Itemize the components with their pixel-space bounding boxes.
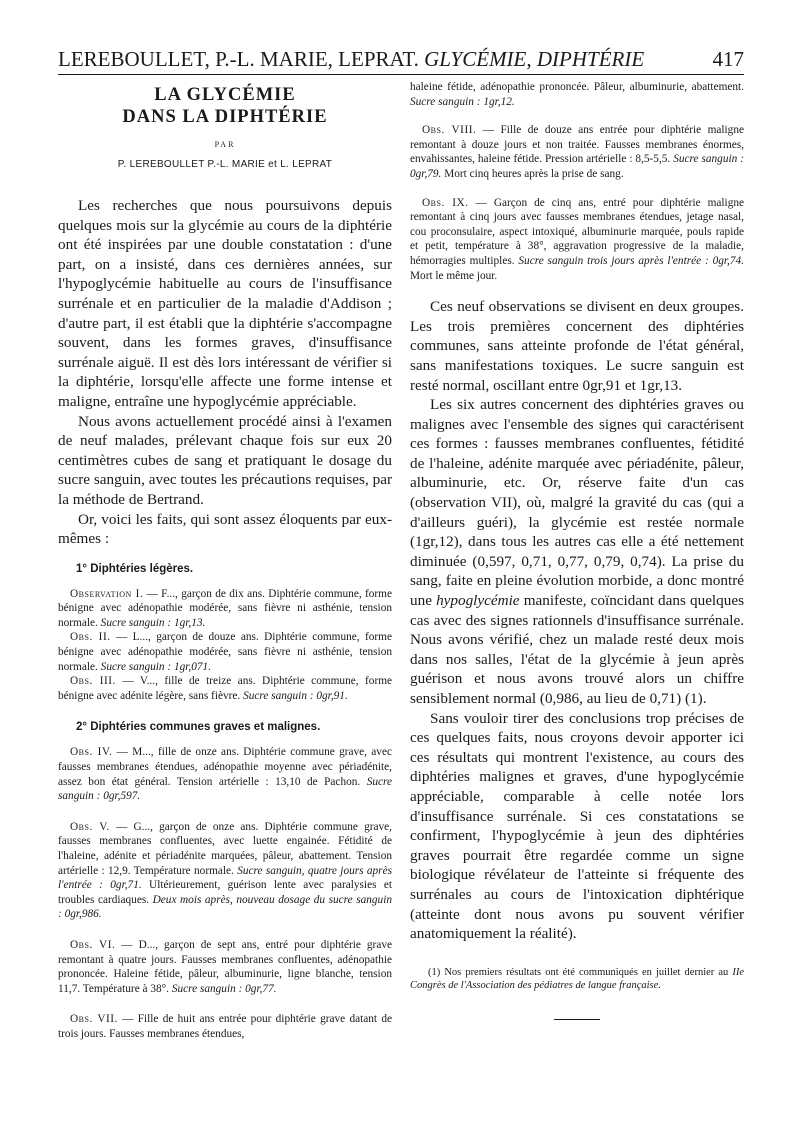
observation-2-label: Obs. II. [70,631,111,644]
observation-8-label: Obs. VIII. [422,124,477,137]
article-title-line-1: LA GLYCÉMIE [154,85,296,105]
observation-7-label: Obs. VII. [70,1013,118,1026]
observation-2-result: Sucre sanguin : 1gr,071. [100,660,212,673]
observation-3-text: — V..., fille de treize ans. Diphtérie commune, forme bénigne avec adénite légère, sans fièvre. [58,675,393,702]
observation-2 [58,630,392,674]
observation-7-result: Sucre sanguin : 1gr,12. [410,95,515,108]
observation-5-result: Sucre sanguin, quatre jours après l'entrée : 0gr,71. [58,864,392,892]
left-column [58,80,392,1042]
intro-paragraph-3: Or, voici les faits, qui sont assez éloquents par eux-mêmes : [58,510,392,548]
observation-8-text-2: Mort cinq heures après la prise de sang. [441,167,624,180]
intro-paragraph-1: Les recherches que nous poursuivons depuis quelques mois sur la glycémie au cours de la diphtérie ont été inspirées par une double constatation : d'une part, on a insisté, dans ces dernières années, sur l'hypoglycémie habituelle au cours de l'insuffisance surrénale et en particulier de la maladie d'Addison ; d'autre part, il est établi que la diphtérie s'accompagne souvent, dans les formes graves, d'insuffisance surrénale aiguë. Il est dès lors intéressant de vérifier si la diphtérie, lorsqu'elle affecte une forme intense et maligne, entraîne une hypoglycémie appréciable. [58,197,392,410]
running-head-subject: GLYCÉMIE, DIPHTÉRIE [424,47,645,71]
observation-1-label: Observation I. [70,587,144,600]
observation-3 [58,674,392,703]
observation-5-text-2: Ultérieurement, guérison lente avec paralysies et troubles cardiaques. [58,879,393,906]
observation-5-result-2: Deux mois après, nouveau dosage du sucre sanguin : 0gr,986. [58,893,392,921]
observation-4-label: Obs. IV. [70,746,113,759]
observation-5 [58,820,392,922]
by-line-par: PAR [214,140,236,149]
observation-7-continued [410,80,744,109]
discussion-paragraph-2-a: Les six autres concernent des diphtéries graves ou malignes avec l'ensemble des signes qui caractérisent ces formes : fausses membranes confluentes, fétidité de l'haleine, adénite marquée avec périadénite, pâleur, albuminurie, etc. Or, réserve faite d'un cas (observation VII), où, malgré la gravité du cas (qui a d'ailleurs guéri), la glycémie est restée normale (1gr,12), dans tous les autres cas elle a été nettement diminuée (0,597, 0,71, 0,77, 0,79, 0,74). La prise du sang, faite en pleine évolution morbide, a donc montré une [410,396,744,610]
observation-1-result: Sucre sanguin : 1gr,13. [100,616,206,629]
right-column [410,80,744,1020]
observation-9-text: — Garçon de cinq ans, entré pour diphtérie maligne remontant à cinq jours avec fausses membranes étendues, jetage nasal, cou proconsulaire, aspect intoxiqué, albuminurie marquée, pouls rapide et petit, température à 38°, aggravation progressive de la maladie, hémorragies multiples. [410,196,744,267]
observation-5-text: — G..., garçon de onze ans. Diphtérie commune grave, fausses membranes confluentes, avec luette engainée. Fétidité de l'haleine, adénite et périadénite marquées, pâleur, abattement. Tension artérielle : 12,9. Température normale. [58,820,392,877]
article-authors: P. LEREBOULLET P.-L. MARIE et L. LEPRAT [117,159,333,170]
discussion-paragraph-2-b: manifeste, coïncidant dans quelques cas avec des signes rationnels d'insuffisance surrénale. Nous avons vérifié, chez un malade resté deux mois dans nos salles, l'état de la glycémie à jeun après guérison et nous avons trouvé alors un chiffre sensiblement normal (0,986, au lieu de 0,71) (1). [410,592,744,707]
running-head-authors: LEREBOULLET, P.-L. MARIE, LEPRAT. [58,47,419,71]
observation-1 [58,587,392,631]
page-number: 417 [712,47,744,71]
footnote-emphasis: IIe Congrès de l'Association des pédiatres de langue française. [410,966,744,992]
observation-8-text: — Fille de douze ans entrée pour diphtérie maligne remontant à douze jours et non traitée. Fausses membranes énormes, envahissantes, haleine fétide. Pression artérielle : 8,5-5,5. [410,124,744,166]
observation-6 [58,938,392,996]
observation-6-result: Sucre sanguin : 0gr,77. [171,982,277,995]
observation-3-label: Obs. III. [70,675,116,688]
observation-4-text: — M..., fille de onze ans. Diphtérie commune grave, avec fausses membranes étendues, adénopathie moyenne avec périadénite, assez bon état général. Tension artérielle : 13,10 de Pachon. [58,746,392,788]
observation-9 [410,196,744,284]
observation-7-continued-text: haleine fétide, adénopathie prononcée. Pâleur, albuminurie, abattement. [410,81,744,93]
observation-9-label: Obs. IX. [422,196,469,209]
intro-paragraph-2: Nous avons actuellement procédé ainsi à l'examen de neuf malades, prélevant chaque fois sur eux 20 centimètres cubes de sang et pratiquant le dosage du sucre sanguin, avec toutes les précautions requises, par la méthode de Bertrand. [58,412,392,508]
observation-8 [410,123,744,181]
observation-4-result: Sucre sanguin : 0gr,597. [58,775,392,803]
observation-3-result: Sucre sanguin : 0gr,91. [243,689,348,702]
observation-6-label: Obs. VI. [70,938,116,951]
running-head [58,44,744,75]
article-title [58,84,392,128]
section-heading-severe: 2° Diphtéries communes graves et malignes. [76,721,321,734]
observation-7-text: — Fille de huit ans entrée pour diphtérie grave datant de trois jours. Fausses membranes étendues, [58,1013,392,1040]
observation-6-text: — D..., garçon de sept ans, entré pour diphtérie grave remontant à quatre jours. Fausses membranes confluentes, adénopathie prononcée. Haleine fétide, pâleur, albuminurie, ligne blanche, tension 11,7. Température à 38°. [58,938,392,995]
footnote-text: (1) Nos premiers résultats ont été communiqués en juillet dernier au [428,966,733,978]
observation-2-text: — L..., garçon de douze ans. Diphtérie commune, forme bénigne avec adénopathie modérée, sans fièvre ni asthénie, tension normale. [58,631,392,673]
footnote [410,966,744,993]
footnote-end-rule [554,1019,600,1020]
observation-1-text: — F..., garçon de dix ans. Diphtérie commune, forme bénigne avec adénopathie modérée, sans fièvre ni asthénie, tension normale. [58,587,392,629]
discussion-paragraph-3: Sans vouloir tirer des conclusions trop précises de ces quelques faits, nous croyons devoir apporter ici ces résultats qui montrent l'existence, au cours des diphtéries malignes et graves, d'une hypoglycémie appréciable, comparable à celle notée lors d'insuffisance surrénale. Si ces constatations se confirment, l'hypoglycémie à jeun des diphtéries graves pourrait être regardée comme un signe biologique révélateur de l'atteinte si fréquente des surrénales au cours de l'intoxication diphtérique (atteinte dont nous avons pu souvent vérifier anatomiquement la réalité). [410,709,744,943]
observation-8-result: Sucre sanguin : 0gr,79. [410,153,744,180]
discussion-paragraph-2-emphasis: hypoglycémie [436,592,520,610]
observation-7 [58,1012,392,1041]
discussion-paragraph-2 [410,395,744,709]
observation-5-label: Obs. V. [70,820,110,833]
section-heading-light: 1° Diphtéries légères. [76,562,194,575]
article-title-line-2: DANS LA DIPHTÉRIE [122,107,328,127]
observation-4 [58,745,392,803]
discussion-paragraph-1: Ces neuf observations se divisent en deux groupes. Les trois premières concernent des diphtéries communes, sans atteinte profonde de l'état général, sans manifestations toxiques. Le sucre sanguin est resté normal, oscillant entre 0gr,91 et 1gr,13. [410,298,744,394]
observation-9-text-2: Mort le même jour. [410,269,498,282]
observation-9-result: Sucre sanguin trois jours après l'entrée : 0gr,74. [518,254,744,267]
